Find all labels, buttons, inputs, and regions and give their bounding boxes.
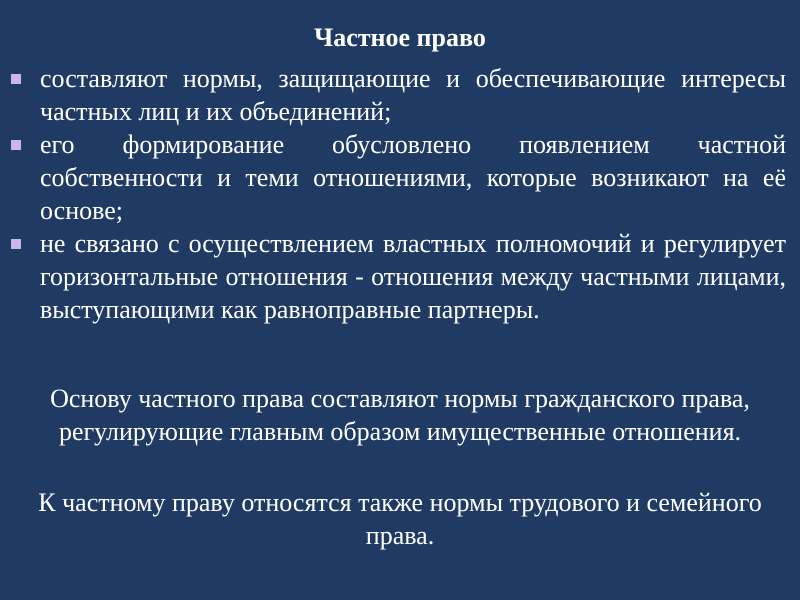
square-bullet-icon [11, 74, 21, 84]
bullet-item-3 [0, 227, 800, 326]
paragraph-civil-law [0, 382, 800, 448]
paragraph-text: Основу частного права составляют нормы гражданского права, регулирующие главным образом имущественные отношения. [50, 384, 750, 446]
paragraph-text: К частному праву относятся также нормы трудового и семейного права. [38, 488, 762, 550]
bullet-text: его формирование обусловлено появлением частной собственности и теми отношениями, которые возникают на её основе; [40, 130, 786, 225]
square-bullet-icon [11, 239, 21, 249]
bullet-item-1 [0, 62, 800, 128]
bullet-text: не связано с осуществлением властных полномочий и регулирует горизонтальные отношения - отношения между частными лицами, выступающими как равноправные партнеры. [40, 229, 786, 324]
bullet-list [0, 62, 800, 326]
slide-title: Частное право [314, 23, 486, 52]
bullet-text: составляют нормы, защищающие и обеспечивающие интересы частных лиц и их объединений; [40, 64, 786, 126]
paragraph-labor-family-law [0, 486, 800, 552]
square-bullet-icon [11, 140, 21, 150]
bullet-item-2 [0, 128, 800, 227]
